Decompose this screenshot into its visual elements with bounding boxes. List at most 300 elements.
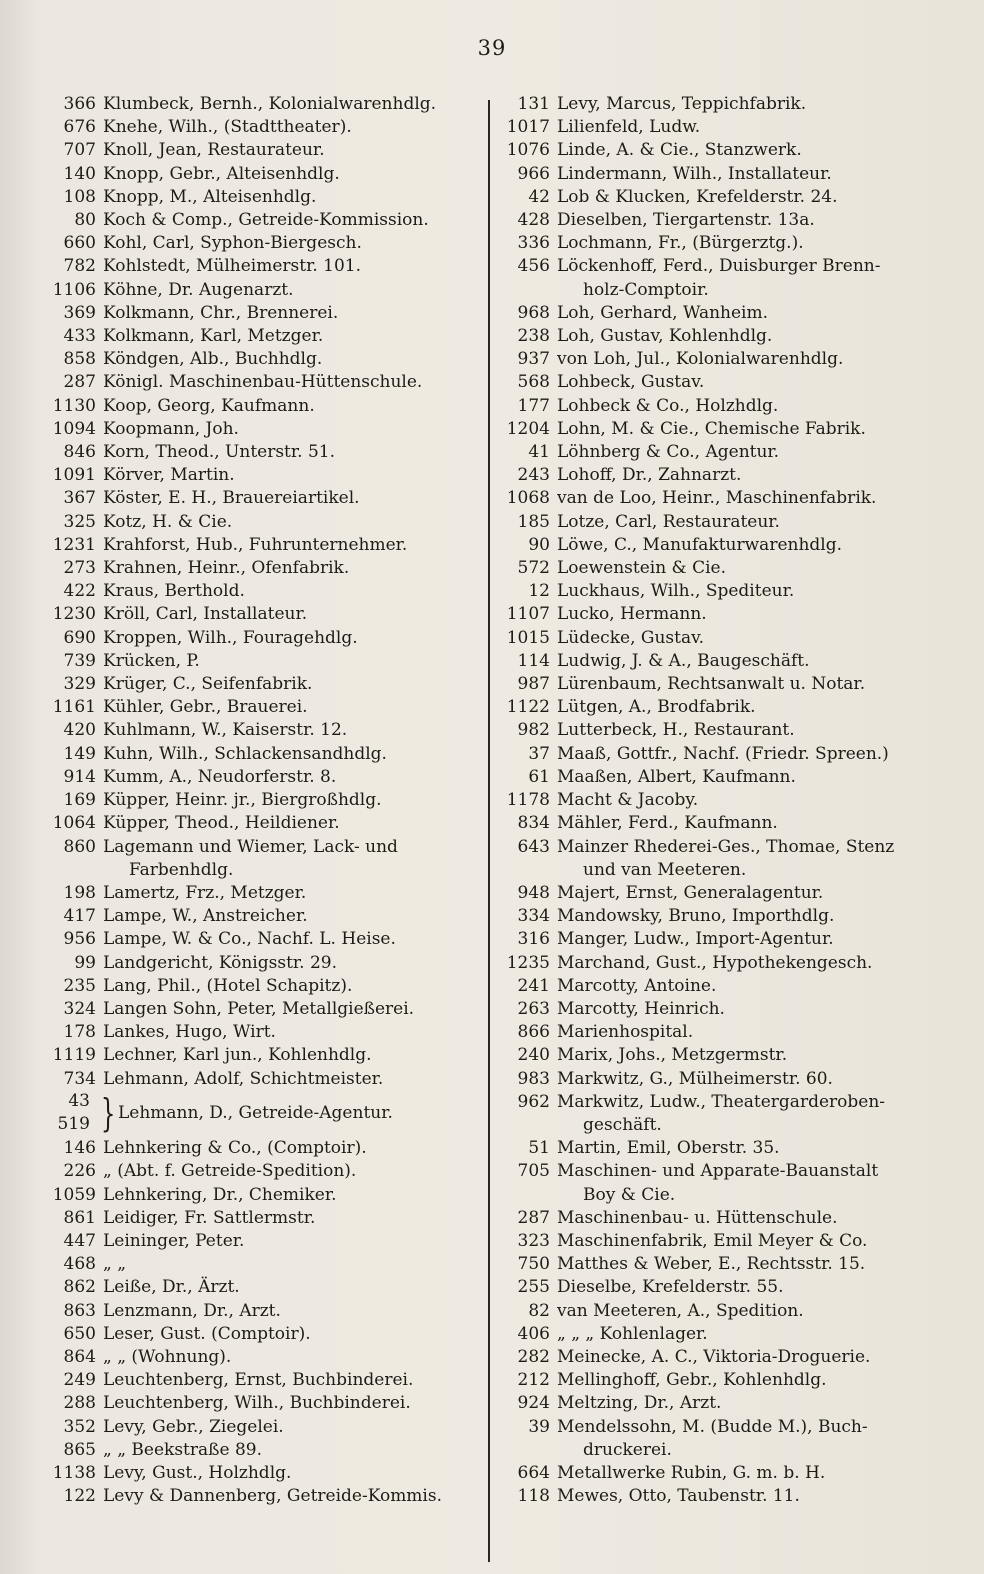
directory-entry xyxy=(498,1207,944,1230)
entry-number: 422 xyxy=(63,581,96,602)
entry-number xyxy=(498,1184,557,1207)
directory-entry xyxy=(498,928,944,951)
entry-text: Korn, Theod., Unterstr. 51. xyxy=(103,442,335,463)
directory-entry xyxy=(498,1462,944,1485)
directory-entry xyxy=(498,186,944,209)
entry-number: 367 xyxy=(63,488,96,509)
entry-text: Markwitz, Ludw., Theatergarderoben- xyxy=(557,1091,886,1112)
brace-number-a: 43 xyxy=(68,1090,90,1111)
entry-text: Mähler, Ferd., Kaufmann. xyxy=(557,813,778,834)
brace-text: Lehmann, D., Getreide-Agentur. xyxy=(118,1102,393,1123)
directory-entry xyxy=(498,1253,944,1276)
directory-entry xyxy=(498,1044,944,1067)
directory-entry xyxy=(20,1462,478,1485)
entry-number: 149 xyxy=(63,743,96,764)
directory-entry xyxy=(20,1230,478,1253)
entry-text: Linde, A. & Cie., Stanzwerk. xyxy=(557,140,802,161)
entry-text: Farbenhdlg. xyxy=(129,859,234,880)
entry-number: 325 xyxy=(63,511,96,532)
directory-entry xyxy=(498,487,944,510)
entry-text: Köster, E. H., Brauereiartikel. xyxy=(103,488,360,509)
entry-number: 660 xyxy=(63,233,96,254)
directory-entry xyxy=(20,975,478,998)
entry-text: und van Meeteren. xyxy=(583,859,747,880)
entry-number: 1106 xyxy=(52,279,96,300)
entry-text: Loh, Gustav, Kohlenhdlg. xyxy=(557,326,773,347)
directory-entry xyxy=(20,1253,478,1276)
brace-icon: } xyxy=(100,1090,116,1135)
directory-entry xyxy=(498,302,944,325)
entry-text: Lilienfeld, Ludw. xyxy=(557,117,701,138)
entry-number xyxy=(20,859,103,882)
entry-number: 447 xyxy=(63,1230,96,1251)
entry-number: 750 xyxy=(517,1254,550,1275)
directory-entry xyxy=(498,1323,944,1346)
entry-number: 1230 xyxy=(52,604,96,625)
entry-text: Löwe, C., Manufakturwarenhdlg. xyxy=(557,534,843,555)
directory-entry xyxy=(20,487,478,510)
entry-text: Lotze, Carl, Restaurateur. xyxy=(557,511,780,532)
entry-text: von Loh, Jul., Kolonialwarenhdlg. xyxy=(557,349,844,370)
entry-number: 316 xyxy=(517,929,550,950)
directory-entry xyxy=(498,232,944,255)
directory-entry xyxy=(498,836,944,859)
entry-number: 428 xyxy=(517,210,550,231)
directory-entry xyxy=(498,789,944,812)
entry-number: 108 xyxy=(63,186,96,207)
entry-number: 650 xyxy=(63,1323,96,1344)
entry-number: 282 xyxy=(517,1346,550,1367)
entry-text: Kröll, Carl, Installateur. xyxy=(103,604,308,625)
directory-entry xyxy=(498,348,944,371)
directory-entry xyxy=(20,464,478,487)
entry-text: Leser, Gust. (Comptoir). xyxy=(103,1323,311,1344)
entry-text: Leidiger, Fr. Sattlermstr. xyxy=(103,1207,316,1228)
entry-text: van Meeteren, A., Spedition. xyxy=(557,1300,804,1321)
directory-entry xyxy=(20,650,478,673)
entry-text: Markwitz, G., Mülheimerstr. 60. xyxy=(557,1068,833,1089)
directory-entry xyxy=(498,418,944,441)
entry-text: Köhne, Dr. Augenarzt. xyxy=(103,279,294,300)
entry-number: 982 xyxy=(517,720,550,741)
entry-number: 468 xyxy=(63,1254,96,1275)
entry-text: Lüdecke, Gustav. xyxy=(557,627,705,648)
entry-text: Klumbeck, Bernh., Kolonialwarenhdlg. xyxy=(103,94,437,114)
entry-number: 863 xyxy=(63,1300,96,1321)
entry-text: Marienhospital. xyxy=(557,1022,694,1043)
entry-text: Meltzing, Dr., Arzt. xyxy=(557,1393,722,1414)
entry-number: 90 xyxy=(528,534,550,555)
entry-text: Löhnberg & Co., Agentur. xyxy=(557,442,780,463)
entry-number: 336 xyxy=(517,233,550,254)
directory-entry xyxy=(20,1137,478,1160)
entry-text: Lohoff, Dr., Zahnarzt. xyxy=(557,465,742,486)
page-number: 39 xyxy=(477,36,507,60)
entry-text: holz-Comptoir. xyxy=(583,279,709,300)
entry-number: 323 xyxy=(517,1230,550,1251)
entry-number: 676 xyxy=(63,117,96,138)
directory-entry xyxy=(20,812,478,835)
entry-number: 948 xyxy=(517,882,550,903)
directory-entry xyxy=(20,441,478,464)
entry-text: Knoll, Jean, Restaurateur. xyxy=(103,140,325,161)
entry-number: 255 xyxy=(517,1277,550,1298)
entry-text: Mandowsky, Bruno, Importhdlg. xyxy=(557,906,835,927)
directory-entry xyxy=(498,1392,944,1415)
directory-entry xyxy=(20,673,478,696)
directory-entry xyxy=(20,1068,478,1091)
entry-number: 924 xyxy=(517,1393,550,1414)
directory-entry xyxy=(498,975,944,998)
directory-entry xyxy=(20,882,478,905)
entry-number: 861 xyxy=(63,1207,96,1228)
directory-entry xyxy=(498,255,944,278)
entry-number: 962 xyxy=(517,1091,550,1112)
directory-entry xyxy=(498,1276,944,1299)
entry-text: Manger, Ludw., Import-Agentur. xyxy=(557,929,834,950)
entry-number: 241 xyxy=(517,975,550,996)
entry-text: Knopp, Gebr., Alteisenhdlg. xyxy=(103,163,340,184)
directory-entry xyxy=(20,1021,478,1044)
entry-text: Kohl, Carl, Syphon-Biergesch. xyxy=(103,233,362,254)
entry-number: 329 xyxy=(63,674,96,695)
entry-number: 287 xyxy=(63,372,96,393)
entry-text: Majert, Ernst, Generalagentur. xyxy=(557,882,824,903)
entry-number: 41 xyxy=(528,442,550,463)
directory-entry xyxy=(498,650,944,673)
entry-text: Levy, Marcus, Teppichfabrik. xyxy=(557,94,807,114)
directory-entry xyxy=(498,557,944,580)
entry-number: 1122 xyxy=(506,697,550,718)
directory-entry xyxy=(20,255,478,278)
entry-text: Levy & Dannenberg, Getreide-Kommis. xyxy=(103,1486,442,1507)
directory-entry xyxy=(498,139,944,162)
entry-number: 12 xyxy=(528,581,550,602)
entry-text: Küpper, Heinr. jr., Biergroßhdlg. xyxy=(103,790,382,811)
directory-entry xyxy=(20,603,478,626)
directory-entry xyxy=(498,998,944,1021)
entry-text: Lohn, M. & Cie., Chemische Fabrik. xyxy=(557,418,866,439)
entry-text: Kumm, A., Neudorferstr. 8. xyxy=(103,766,337,787)
entry-number: 1119 xyxy=(52,1045,96,1066)
entry-text: Lenzmann, Dr., Arzt. xyxy=(103,1300,281,1321)
entry-number: 937 xyxy=(517,349,550,370)
entry-text: Koopmann, Joh. xyxy=(103,418,239,439)
directory-entry xyxy=(20,139,478,162)
entry-number: 114 xyxy=(517,650,550,671)
entry-number: 456 xyxy=(517,256,550,277)
directory-entry xyxy=(498,163,944,186)
directory-entry xyxy=(498,627,944,650)
entry-text: Kuhlmann, W., Kaiserstr. 12. xyxy=(103,720,348,741)
entry-number: 1091 xyxy=(52,465,96,486)
entry-number: 178 xyxy=(63,1022,96,1043)
entry-text: Kotz, H. & Cie. xyxy=(103,511,233,532)
directory-entry xyxy=(498,511,944,534)
directory-entry xyxy=(20,1184,478,1207)
directory-entry-continuation xyxy=(498,1439,944,1462)
entry-number: 122 xyxy=(63,1486,96,1507)
directory-entry-continuation xyxy=(20,859,478,882)
entry-number: 1138 xyxy=(52,1462,96,1483)
entry-number: 288 xyxy=(63,1393,96,1414)
entry-text: Kroppen, Wilh., Fouragehdlg. xyxy=(103,627,358,648)
directory-entry xyxy=(20,905,478,928)
entry-text: Mendelssohn, M. (Budde M.), Buch- xyxy=(557,1416,868,1437)
directory-entry xyxy=(20,511,478,534)
entry-text: Loewenstein & Cie. xyxy=(557,558,726,579)
directory-entry xyxy=(498,1230,944,1253)
entry-text: Koch & Comp., Getreide-Kommission. xyxy=(103,210,429,231)
entry-text: Lob & Klucken, Krefelderstr. 24. xyxy=(557,186,838,207)
entry-number: 118 xyxy=(517,1486,550,1507)
directory-entry xyxy=(498,464,944,487)
directory-entry xyxy=(20,1300,478,1323)
entry-text: Martin, Emil, Oberstr. 35. xyxy=(557,1138,780,1159)
directory-entry xyxy=(20,279,478,302)
directory-entry xyxy=(498,603,944,626)
directory-entry xyxy=(498,1091,944,1114)
entry-text: Lohbeck, Gustav. xyxy=(557,372,705,393)
entry-text: Lutterbeck, H., Restaurant. xyxy=(557,720,795,741)
entry-text: Lütgen, A., Brodfabrik. xyxy=(557,697,756,718)
entry-text: druckerei. xyxy=(583,1439,672,1460)
directory-entry xyxy=(498,209,944,232)
entry-number: 1064 xyxy=(52,813,96,834)
directory-entry-continuation xyxy=(498,1114,944,1137)
entry-text: Levy, Gust., Holzhdlg. xyxy=(103,1462,292,1483)
entry-text: Mainzer Rhederei-Ges., Thomae, Stenz xyxy=(557,836,895,857)
entry-number: 739 xyxy=(63,650,96,671)
entry-text: Leiße, Dr., Ärzt. xyxy=(103,1277,240,1298)
entry-text: Lehmann, Adolf, Schichtmeister. xyxy=(103,1068,384,1089)
directory-entry xyxy=(20,627,478,650)
entry-text: Lindermann, Wilh., Installateur. xyxy=(557,163,832,184)
directory-entry xyxy=(20,580,478,603)
entry-text: Krüger, C., Seifenfabrik. xyxy=(103,674,313,695)
entry-text: Lehnkering & Co., (Comptoir). xyxy=(103,1138,367,1159)
directory-entry xyxy=(498,1485,944,1508)
directory-entry xyxy=(20,209,478,232)
entry-text: Kohlstedt, Mülheimerstr. 101. xyxy=(103,256,362,277)
entry-number: 968 xyxy=(517,302,550,323)
entry-text: Levy, Gebr., Ziegelei. xyxy=(103,1416,284,1437)
entry-number: 966 xyxy=(517,163,550,184)
entry-number: 782 xyxy=(63,256,96,277)
directory-entry xyxy=(20,348,478,371)
entry-text: Lankes, Hugo, Wirt. xyxy=(103,1022,276,1043)
directory-entry xyxy=(20,696,478,719)
directory-entry xyxy=(498,580,944,603)
directory-entry-continuation xyxy=(498,279,944,302)
entry-text: Lochmann, Fr., (Bürgerztg.). xyxy=(557,233,804,254)
left-column xyxy=(20,93,478,1508)
entry-text: „ „ „ Kohlenlager. xyxy=(557,1323,708,1344)
entry-number: 37 xyxy=(528,743,550,764)
entry-number: 287 xyxy=(517,1207,550,1228)
entry-number: 860 xyxy=(63,836,96,857)
entry-text: Kolkmann, Chr., Brennerei. xyxy=(103,302,339,323)
right-column xyxy=(498,93,944,1508)
entry-number: 273 xyxy=(63,558,96,579)
entry-number: 185 xyxy=(517,511,550,532)
entry-text: Krahforst, Hub., Fuhrunternehmer. xyxy=(103,534,408,555)
directory-entry xyxy=(498,371,944,394)
entry-text: Lehnkering, Dr., Chemiker. xyxy=(103,1184,337,1205)
entry-number: 366 xyxy=(63,94,96,114)
directory-entry xyxy=(498,1021,944,1044)
entry-number: 243 xyxy=(517,465,550,486)
entry-text: Langen Sohn, Peter, Metallgießerei. xyxy=(103,998,415,1019)
entry-number: 1178 xyxy=(506,790,550,811)
entry-number: 198 xyxy=(63,882,96,903)
entry-text: Marcotty, Heinrich. xyxy=(557,998,725,1019)
entry-text: Löckenhoff, Ferd., Duisburger Brenn- xyxy=(557,256,881,277)
entry-number: 1076 xyxy=(506,140,550,161)
directory-entry xyxy=(20,836,478,859)
entry-number: 846 xyxy=(63,442,96,463)
entry-text: „ „ xyxy=(103,1254,127,1275)
entry-number: 80 xyxy=(74,210,96,231)
entry-number: 169 xyxy=(63,790,96,811)
directory-entry xyxy=(20,1044,478,1067)
directory-entry xyxy=(498,1416,944,1439)
entry-number: 983 xyxy=(517,1068,550,1089)
entry-text: „ „ Beekstraße 89. xyxy=(103,1439,263,1460)
entry-text: „ „ (Wohnung). xyxy=(103,1346,232,1367)
entry-number: 834 xyxy=(517,813,550,834)
entry-number: 690 xyxy=(63,627,96,648)
directory-entry xyxy=(20,116,478,139)
directory-entry xyxy=(498,1160,944,1183)
entry-number: 240 xyxy=(517,1045,550,1066)
entry-text: Marchand, Gust., Hypothekengesch. xyxy=(557,952,873,973)
entry-number: 263 xyxy=(517,998,550,1019)
directory-entry xyxy=(20,1439,478,1462)
entry-number xyxy=(498,1439,557,1462)
directory-entry xyxy=(20,1207,478,1230)
entry-number xyxy=(498,859,557,882)
entry-number: 1231 xyxy=(52,534,96,555)
entry-number: 568 xyxy=(517,372,550,393)
entry-text: Dieselben, Tiergartenstr. 13a. xyxy=(557,210,815,231)
entry-number: 334 xyxy=(517,906,550,927)
directory-entry xyxy=(20,1416,478,1439)
entry-text: Lechner, Karl jun., Kohlenhdlg. xyxy=(103,1045,372,1066)
directory-entry xyxy=(20,325,478,348)
directory-entry xyxy=(20,302,478,325)
entry-number: 433 xyxy=(63,326,96,347)
entry-number xyxy=(498,1114,557,1137)
entry-number: 140 xyxy=(63,163,96,184)
directory-entry xyxy=(20,1276,478,1299)
directory-entry xyxy=(20,998,478,1021)
entry-text: Marix, Johs., Metzgermstr. xyxy=(557,1045,788,1066)
entry-number: 131 xyxy=(517,94,550,114)
directory-entry xyxy=(498,882,944,905)
entry-text: Koop, Georg, Kaufmann. xyxy=(103,395,315,416)
directory-entry xyxy=(498,534,944,557)
directory-entry xyxy=(20,395,478,418)
entry-text: Kühler, Gebr., Brauerei. xyxy=(103,697,308,718)
entry-text: Küpper, Theod., Heildiener. xyxy=(103,813,340,834)
entry-text: Kuhn, Wilh., Schlackensandhdlg. xyxy=(103,743,387,764)
entry-text: geschäft. xyxy=(583,1114,662,1135)
entry-number: 1235 xyxy=(506,952,550,973)
brace-number-b: 519 xyxy=(57,1113,90,1134)
directory-entry xyxy=(498,1068,944,1091)
entry-text: Leininger, Peter. xyxy=(103,1230,245,1251)
directory-entry xyxy=(20,766,478,789)
entry-text: Maaß, Gottfr., Nachf. (Friedr. Spreen.) xyxy=(557,743,889,764)
entry-number: 417 xyxy=(63,906,96,927)
entry-text: Landgericht, Königsstr. 29. xyxy=(103,952,337,973)
entry-text: Dieselbe, Krefelderstr. 55. xyxy=(557,1277,784,1298)
directory-entry xyxy=(498,719,944,742)
entry-number: 420 xyxy=(63,720,96,741)
entry-number: 734 xyxy=(63,1068,96,1089)
entry-text: Lampe, W., Anstreicher. xyxy=(103,906,308,927)
directory-entry-continuation xyxy=(498,1184,944,1207)
entry-number: 177 xyxy=(517,395,550,416)
directory-entry xyxy=(498,1137,944,1160)
entry-number: 82 xyxy=(528,1300,550,1321)
entry-number: 572 xyxy=(517,558,550,579)
entry-number: 235 xyxy=(63,975,96,996)
directory-entry xyxy=(20,186,478,209)
entry-text: Mellinghoff, Gebr., Kohlenhdlg. xyxy=(557,1370,827,1391)
directory-entry xyxy=(20,93,478,116)
entry-text: Boy & Cie. xyxy=(583,1184,676,1205)
entry-number: 643 xyxy=(517,836,550,857)
directory-entry xyxy=(20,928,478,951)
entry-text: Körver, Martin. xyxy=(103,465,235,486)
entry-number: 249 xyxy=(63,1370,96,1391)
directory-entry xyxy=(498,1300,944,1323)
entry-text: Marcotty, Antoine. xyxy=(557,975,717,996)
entry-number: 42 xyxy=(528,186,550,207)
entry-number: 866 xyxy=(517,1022,550,1043)
entry-number: 1107 xyxy=(506,604,550,625)
directory-entry xyxy=(498,325,944,348)
entry-text: Maschinenfabrik, Emil Meyer & Co. xyxy=(557,1230,868,1251)
directory-entry xyxy=(498,1346,944,1369)
directory-entry xyxy=(20,1392,478,1415)
directory-entry xyxy=(20,1485,478,1508)
entry-text: Krücken, P. xyxy=(103,650,200,671)
column-divider xyxy=(488,100,490,1562)
entry-text: Metallwerke Rubin, G. m. b. H. xyxy=(557,1462,826,1483)
directory-entry xyxy=(20,534,478,557)
entry-number: 914 xyxy=(63,766,96,787)
directory-entry xyxy=(20,743,478,766)
entry-text: Knopp, M., Alteisenhdlg. xyxy=(103,186,317,207)
entry-text: Maschinenbau- u. Hüttenschule. xyxy=(557,1207,838,1228)
directory-entry xyxy=(20,789,478,812)
entry-number: 238 xyxy=(517,326,550,347)
entry-number: 1015 xyxy=(506,627,550,648)
directory-entry xyxy=(20,232,478,255)
entry-number: 99 xyxy=(74,952,96,973)
entry-number: 212 xyxy=(517,1370,550,1391)
entry-number: 226 xyxy=(63,1161,96,1182)
entry-number: 1204 xyxy=(506,418,550,439)
entry-number: 987 xyxy=(517,674,550,695)
entry-number: 1059 xyxy=(52,1184,96,1205)
entry-number: 858 xyxy=(63,349,96,370)
directory-entry xyxy=(498,93,944,116)
entry-text: Lucko, Hermann. xyxy=(557,604,707,625)
